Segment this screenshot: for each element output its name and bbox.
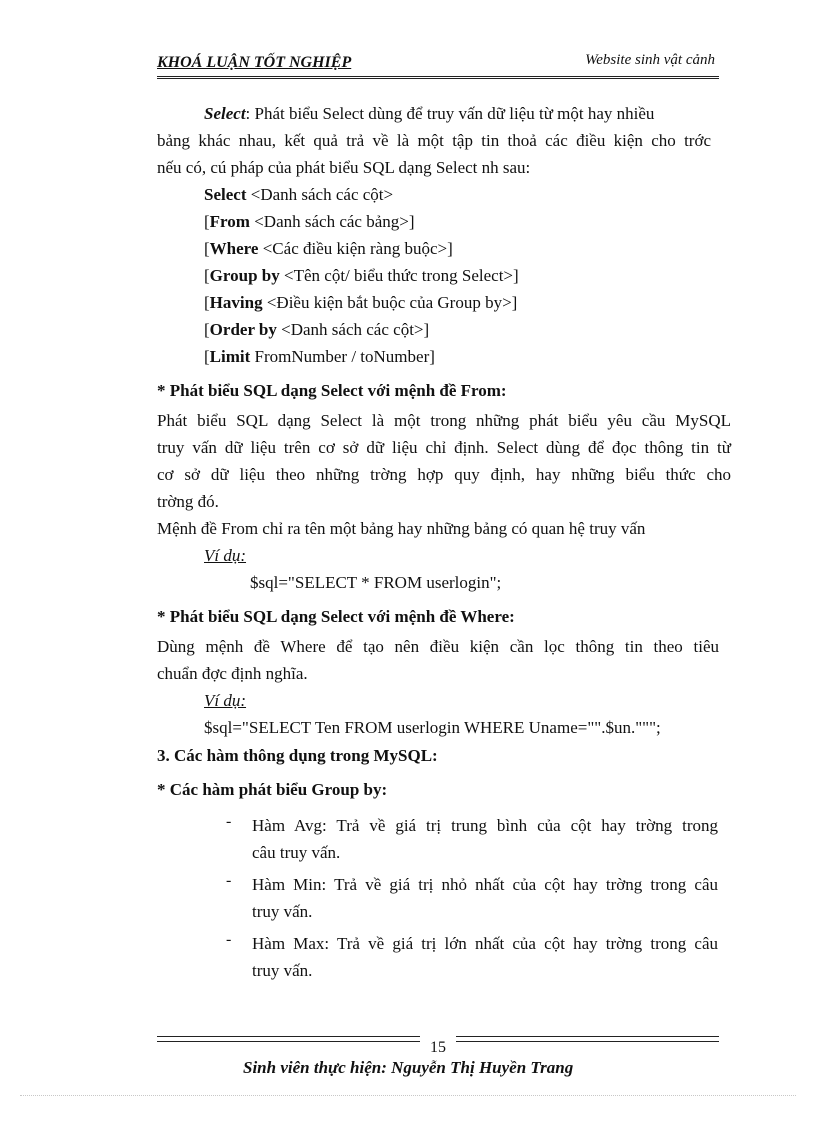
- footer-rule-left: [157, 1036, 420, 1042]
- from-paragraph-line-1: Phát biểu SQL dạng Select là một trong những phát biểu yêu cầu MySQL: [157, 411, 731, 430]
- min-line-1: Hàm Min: Trả về giá trị nhỏ nhất của cột hay trờng trong câu: [252, 875, 718, 894]
- where-paragraph-line-2: chuẩn đợc định nghĩa.: [157, 664, 308, 683]
- where-section-heading: * Phát biểu SQL dạng Select với mệnh đề Where:: [157, 607, 515, 626]
- group-by-subheading: * Các hàm phát biểu Group by:: [157, 780, 388, 799]
- functions-section-heading: 3. Các hàm thông dụng trong MySQL:: [157, 746, 438, 765]
- where-example-label: Ví dụ:: [204, 691, 247, 710]
- syntax-order-by: [Order by <Danh sách các cột>]: [204, 320, 430, 339]
- where-example-code: $sql="SELECT Ten FROM userlogin WHERE Uname="".$un.""";: [204, 718, 661, 737]
- syntax-group-by: [Group by <Tên cột/ biểu thức trong Select>]: [204, 266, 519, 285]
- max-line-2: truy vấn.: [252, 961, 313, 980]
- footer-signature: Sinh viên thực hiện: Nguyễn Thị Huyền Trang: [243, 1058, 574, 1077]
- bullet-min: -: [226, 872, 232, 889]
- syntax-where: [Where <Các điều kiện ràng buộc>]: [204, 239, 453, 258]
- bullet-max: -: [226, 931, 232, 948]
- avg-line-2: câu truy vấn.: [252, 843, 341, 862]
- page-number: 15: [430, 1039, 446, 1056]
- from-paragraph-line-2: truy vấn dữ liệu trên cơ sở dữ liệu chỉ định. Select dùng để đọc thông tin từ: [157, 438, 731, 457]
- header-thesis-title: KHOÁ LUẬN TỐT NGHIỆP: [157, 54, 352, 71]
- bullet-avg: -: [226, 813, 232, 830]
- syntax-having: [Having <Điều kiện bắt buộc của Group by>]: [204, 293, 518, 312]
- avg-line-1: Hàm Avg: Trả về giá trị trung bình của cột hay trờng trong: [252, 816, 718, 835]
- header-project-title: Website sinh vật cảnh: [585, 52, 715, 68]
- where-paragraph-line-1: Dùng mệnh đề Where để tạo nên điều kiện cần lọc thông tin theo tiêu: [157, 637, 719, 656]
- from-paragraph-line-5: Mệnh đề From chỉ ra tên một bảng hay những bảng có quan hệ truy vấn: [157, 519, 646, 538]
- min-line-2: truy vấn.: [252, 902, 313, 921]
- from-paragraph-line-3: cơ sở dữ liệu theo những trờng hợp quy định, hay những biểu thức cho: [157, 465, 731, 484]
- page-bottom-divider: [20, 1095, 796, 1096]
- intro-line-2: bảng khác nhau, kết quả trả về là một tập tin thoả các điều kiện cho trớc: [157, 131, 711, 150]
- page-header: [157, 50, 719, 79]
- from-example-label: Ví dụ:: [204, 546, 247, 565]
- syntax-limit: [Limit FromNumber / toNumber]: [204, 347, 435, 366]
- max-line-1: Hàm Max: Trả về giá trị lớn nhất của cột hay trờng trong câu: [252, 934, 718, 953]
- from-paragraph-line-4: trờng đó.: [157, 492, 219, 511]
- from-section-heading: * Phát biểu SQL dạng Select với mệnh đề From:: [157, 381, 507, 400]
- syntax-from: [From <Danh sách các bảng>]: [204, 212, 415, 231]
- syntax-select: Select <Danh sách các cột>: [204, 185, 394, 204]
- from-example-code: $sql="SELECT * FROM userlogin";: [250, 573, 502, 592]
- footer-rule-right: [456, 1036, 719, 1042]
- intro-line-3: nếu có, cú pháp của phát biểu SQL dạng Select nh sau:: [157, 158, 531, 177]
- intro-line-1: Select: Phát biểu Select dùng để truy vấn dữ liệu từ một hay nhiều: [204, 104, 655, 123]
